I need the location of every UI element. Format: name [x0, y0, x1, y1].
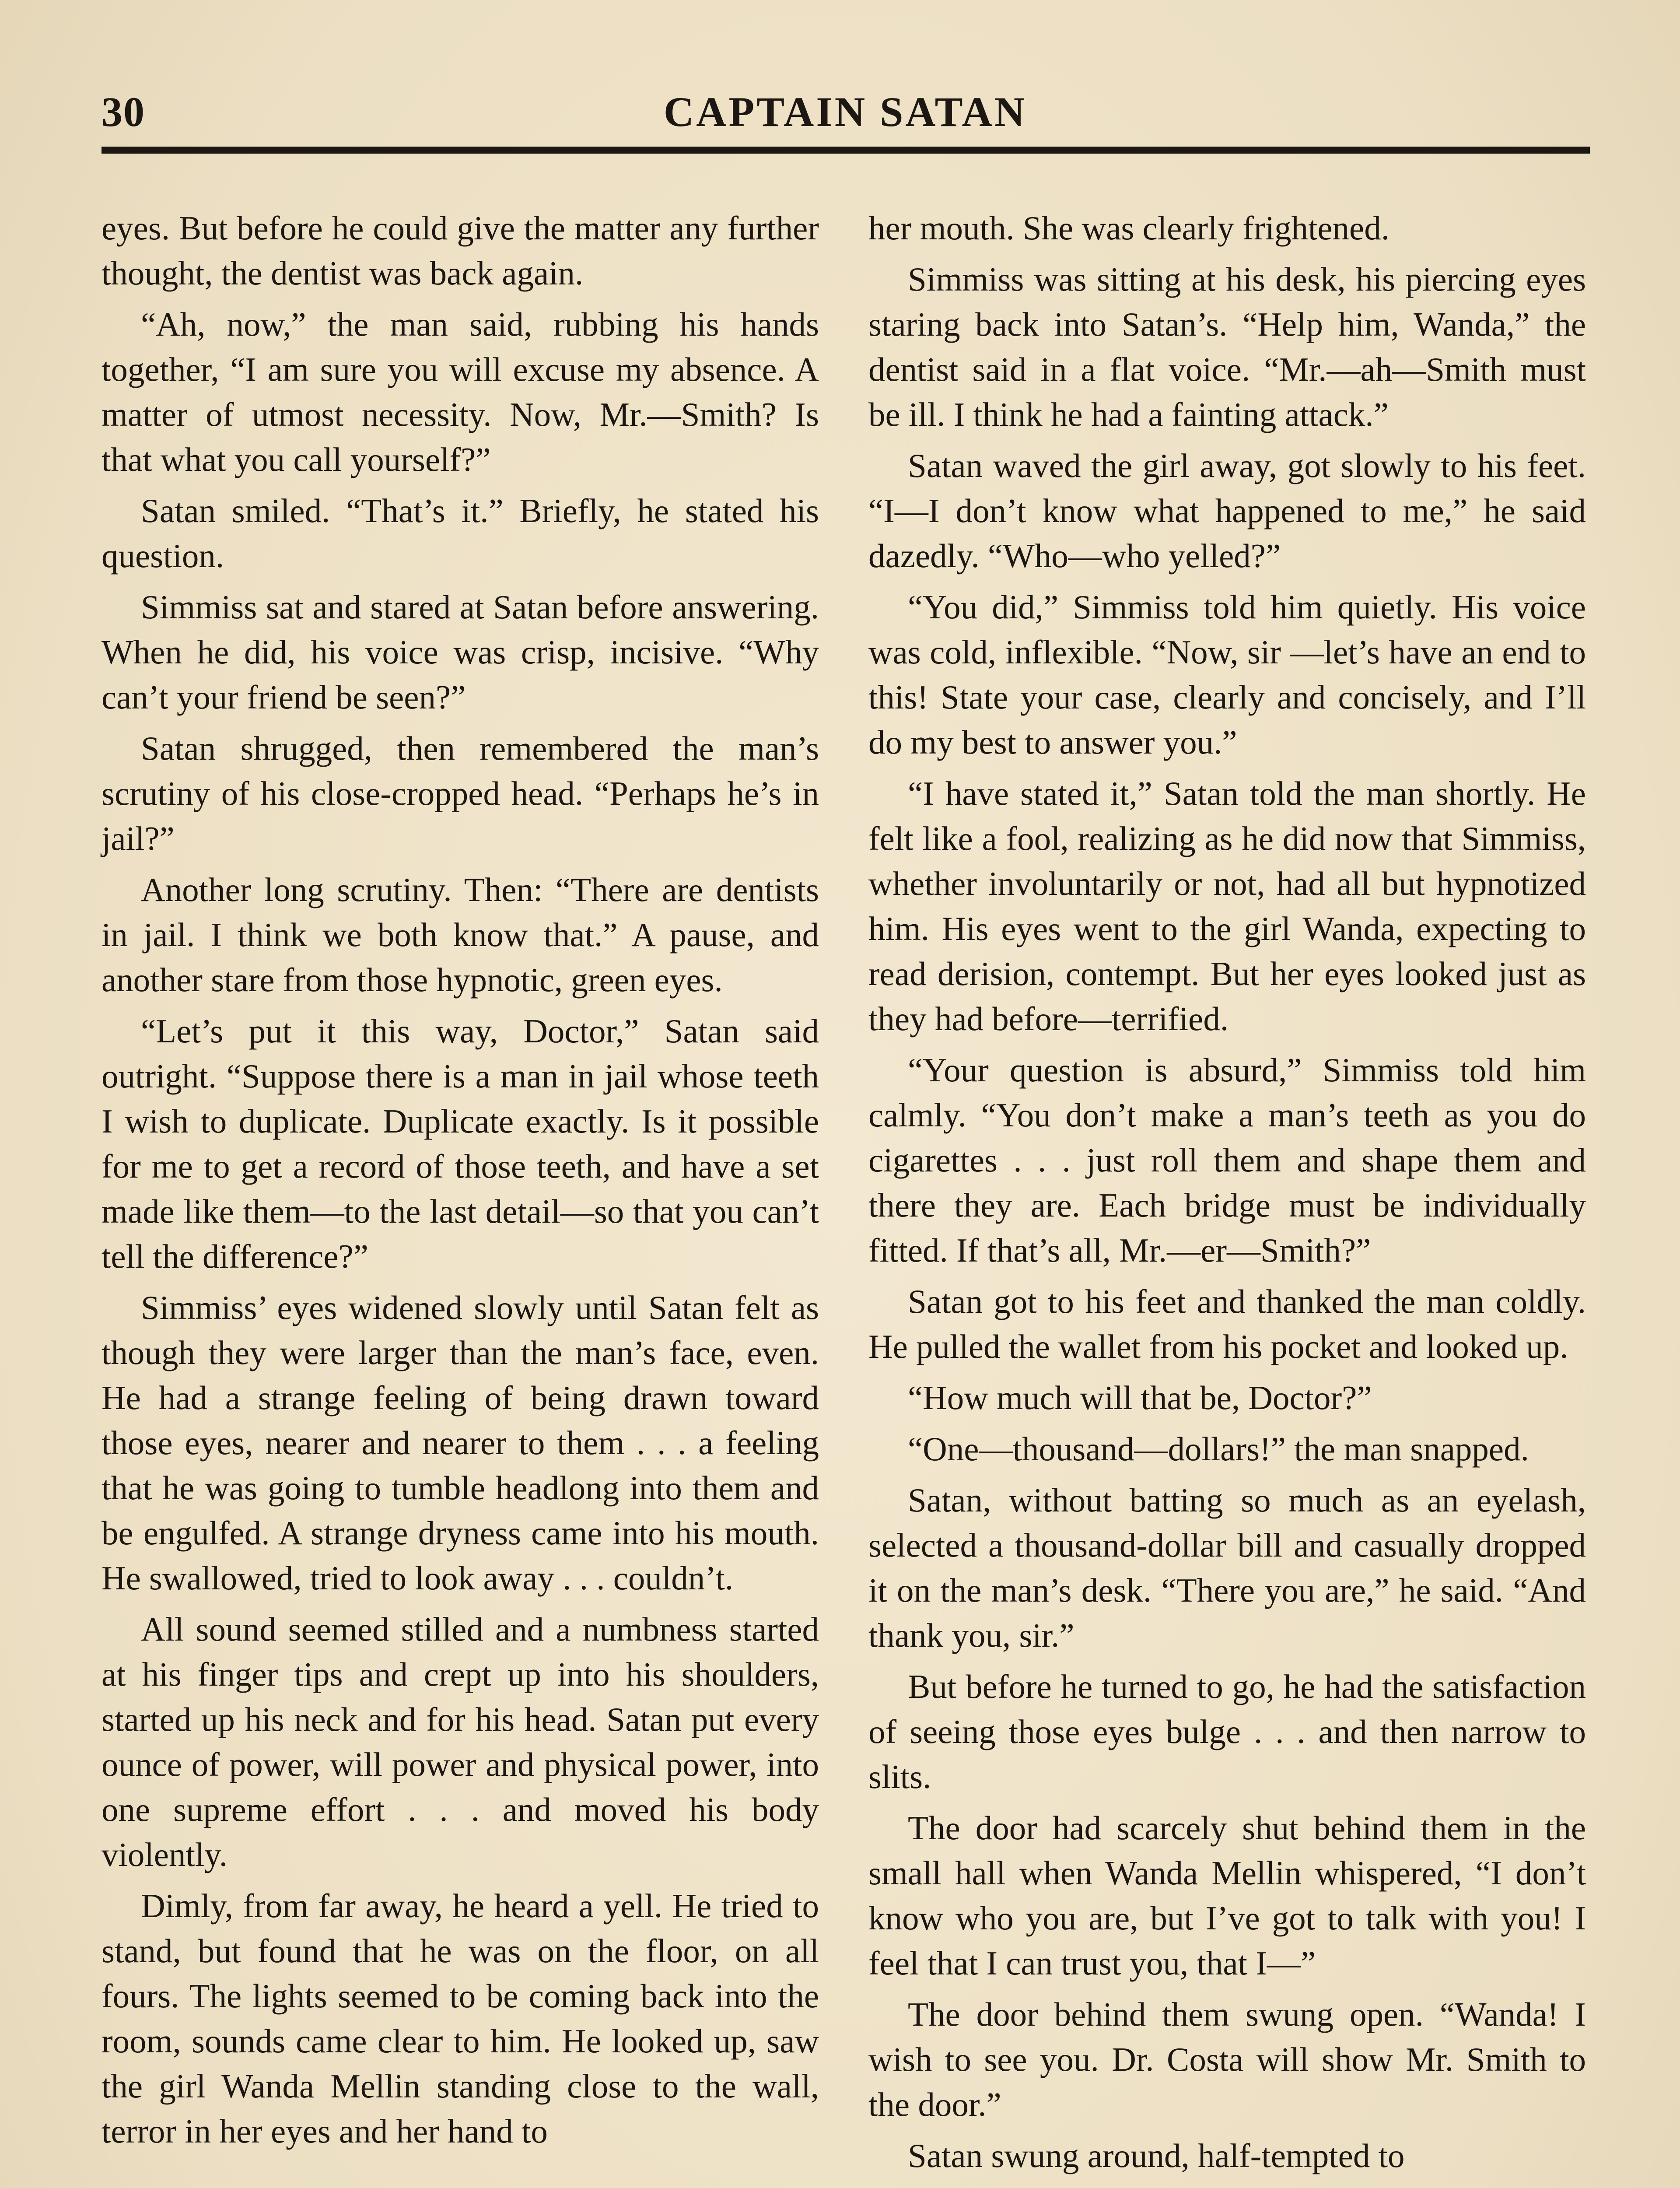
paragraph: Dimly, from far away, he heard a yell. He tried to stand, but found that he was on the floor, on all fours. The lights seemed to be coming back into the room, sounds came clear to him. He looked up, saw the girl Wanda Mellin standing close to the wall, terror in her eyes and her hand to [102, 1887, 819, 2150]
paragraph: her mouth. She was clearly frightened. [868, 209, 1390, 247]
paragraph: Another long scrutiny. Then: “There are dentists in jail. I think we both know that.” A pause, and another stare from those hypnotic, green eyes. [102, 871, 819, 999]
paragraph: “You did,” Simmiss told him quietly. His voice was cold, inflexible. “Now, sir —let’s have an end to this! State your case, clearly and concisely, and I’ll do my best to answer you.” [868, 588, 1586, 761]
page-header [102, 79, 1589, 144]
paragraph: “Let’s put it this way, Doctor,” Satan said outright. “Suppose there is a man in jail whose teeth I wish to duplicate. Duplicate exactly. Is it possible for me to get a record of those teeth, and have a set made like them—to the last detail—so that you can’t tell the difference?” [102, 1012, 819, 1275]
left-column [102, 206, 819, 2160]
page-number: 30 [102, 88, 145, 135]
paragraph: Simmiss’ eyes widened slowly until Satan felt as though they were larger than the man’s face, even. He had a strange feeling of being drawn toward those eyes, nearer and nearer to them . . . a feeling that he was going to tumble headlong into them and be engulfed. A strange dryness came into his mouth. He swallowed, tried to look away . . . couldn’t. [102, 1289, 819, 1597]
paragraph: The door behind them swung open. “Wanda! I wish to see you. Dr. Costa will show Mr. Smith to the door.” [868, 1995, 1586, 2123]
paragraph: All sound seemed stilled and a numbness started at his finger tips and crept up into his shoulders, started up his neck and for his head. Satan put every ounce of power, will power and physical power, into one supreme effort . . . and moved his body violently. [102, 1610, 819, 1873]
paragraph: But before he turned to go, he had the satisfaction of seeing those eyes bulge . . . and then narrow to slits. [868, 1668, 1586, 1795]
paragraph: “Your question is absurd,” Simmiss told him calmly. “You don’t make a man’s teeth as you do cigarettes . . . just roll them and shape them and there they are. Each bridge must be individually fitted. If that’s all, Mr.—er—Smith?” [868, 1051, 1586, 1269]
paragraph: Satan, without batting so much as an eyelash, selected a thousand-dollar bill and casually dropped it on the man’s desk. “There you are,” he said. “And thank you, sir.” [868, 1481, 1586, 1654]
paragraph: The door had scarcely shut behind them in the small hall when Wanda Mellin whispered, “I don’t know who you are, but I’ve got to talk with you! I feel that I can trust you, that I—” [868, 1809, 1586, 1982]
paragraph: Simmiss was sitting at his desk, his piercing eyes staring back into Satan’s. “Help him, Wanda,” the dentist said in a flat voice. “Mr.—ah—Smith must be ill. I think he had a fainting attack.” [868, 260, 1586, 433]
right-column [868, 206, 1586, 2184]
paragraph: Satan shrugged, then remembered the man’s scrutiny of his close-cropped head. “Perhaps he’s in jail?” [102, 729, 819, 857]
paragraph: “One—thousand—dollars!” the man snapped. [908, 1430, 1529, 1468]
paragraph: Simmiss sat and stared at Satan before answering. When he did, his voice was crisp, incisive. “Why can’t your friend be seen?” [102, 588, 819, 716]
paragraph: Satan swung around, half-tempted to [908, 2137, 1405, 2174]
paragraph: Satan waved the girl away, got slowly to his feet. “I—I don’t know what happened to me,” he said dazedly. “Who—who yelled?” [868, 447, 1586, 575]
running-title: CAPTAIN SATAN [663, 88, 1027, 135]
paragraph: eyes. But before he could give the matter any further thought, the dentist was back again. [102, 209, 819, 292]
paragraph: “Ah, now,” the man said, rubbing his hands together, “I am sure you will excuse my absence. A matter of utmost necessity. Now, Mr.—Smith? Is that what you call yourself?” [102, 305, 819, 478]
paragraph: “How much will that be, Doctor?” [908, 1379, 1372, 1417]
header-rule [102, 147, 1590, 154]
paragraph: Satan got to his feet and thanked the man coldly. He pulled the wallet from his pocket and looked up. [868, 1283, 1586, 1365]
paragraph: Satan smiled. “That’s it.” Briefly, he stated his question. [102, 492, 819, 575]
paragraph: “I have stated it,” Satan told the man shortly. He felt like a fool, realizing as he did now that Simmiss, whether involuntarily or not, had all but hypnotized him. His eyes went to the girl Wanda, expecting to read derision, contempt. But her eyes looked just as they had before—terrified. [868, 775, 1586, 1038]
